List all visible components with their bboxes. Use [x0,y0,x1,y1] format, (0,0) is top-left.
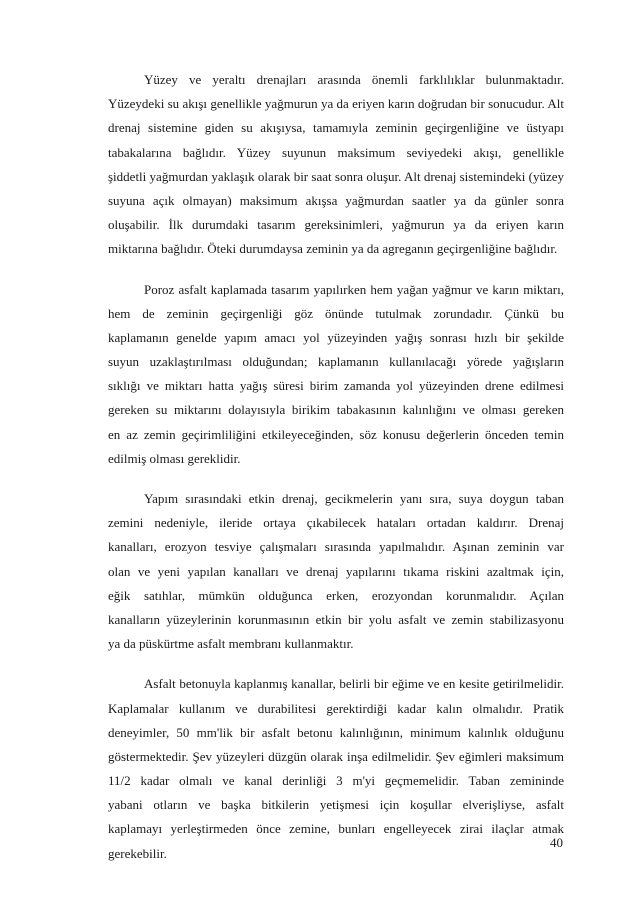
text-line: tabakalarına bağlıdır. Yüzey suyunun maksimum seviyedeki akışı, genellikle [108,144,564,160]
text-line: Yüzey ve yeraltı drenajları arasında önemli farklılıklar bulunmaktadır. [144,72,564,87]
text-line: olan ve yeni yapılan kanalları ve drenaj yapılarını tıkama riskini azaltmak için, [108,563,564,579]
text-line: Yüzeydeki su akışı genellikle yağmurun ya da eriyen karın doğrudan bir sonucudur. Alt [108,96,564,112]
text-line: drenaj sistemine giden su akışıysa, tamamıyla zeminin geçirgenliğine ve üstyapı [108,120,564,136]
page-number: 40 [550,835,563,850]
text-line: suyuna açık olmayan) maksimum akışsa yağmurdan saatler ya da günler sonra [108,192,564,208]
text-line: ya da püskürtme asfalt membranı kullanmaktır. [108,636,354,652]
paragraph-construction-drainage [108,487,564,656]
text-line: gereken su miktarını dolayısıyla birikim tabakasının kalınlığını ve olması gereken [108,402,564,418]
text-line: miktarına bağlıdır. Öteki durumdaysa zeminin ya da agreganın geçirgenliğine bağlıdır. [108,241,558,257]
text-line: 11/2 kadar olmalı ve kanal derinliği 3 m'yi geçmemelidir. Taban zemininde [108,773,564,789]
text-line: kaplamayı yerleştirmeden önce zemine, bunları engelleyecek zirai ilaçlar atmak [108,821,564,837]
page-body [108,68,564,882]
text-line: edilmiş olması gereklidir. [108,450,241,466]
text-line: yabani otların ve başka bitkilerin yetişmesi için koşullar elverişliyse, asfalt [108,797,564,813]
text-line: oluşabilir. İlk durumdaki tasarım gereksinimleri, yağmurun ya da eriyen karın [108,217,564,233]
paragraph-drainage-types [108,68,564,262]
text-line: kaplamanın genelde yapım amacı yol yüzeyinden yağış sonrası hızlı bir şekilde [108,329,564,345]
text-line: Poroz asfalt kaplamada tasarım yapılırken hem yağan yağmur ve karın miktarı, [144,281,564,297]
text-line: kanalları, erozyon tesviye çalışmaları sırasında yapılmalıdır. Aşınan zeminin var [108,539,564,555]
text-line: Asfalt betonuyla kaplanmış kanallar, belirli bir eğime ve en kesite getirilmelidir. [144,676,564,692]
paragraph-asphalt-channels [108,672,564,866]
text-line: Yapım sırasındaki etkin drenaj, gecikmelerin yanı sıra, suya doygun taban [144,491,564,506]
text-line: deneyimler, 50 mm'lik bir asfalt betonu kalınlığının, minimum kalınlık olduğunu [108,724,564,740]
text-line: gerekebilir. [108,845,167,861]
text-line: göstermektedir. Şev yüzeyleri düzgün olarak inşa edilmelidir. Şev eğimleri maksimum [108,748,564,764]
text-line: şiddetli yağmurdan yaklaşık olarak bir saat sonra oluşur. Alt drenaj sistemindeki (yüzey [108,168,564,184]
text-line: eğik satıhlar, mümkün olduğunca erken, erozyondan korunmalıdır. Açılan [108,587,564,603]
text-line: kanalların yüzeylerinin korunmasının etkin bir yolu asfalt ve zemin stabilizasyonu [108,611,564,627]
text-line: sıklığı ve miktarı hatta yağış süresi birim zamanda yol yüzeyinden drene edilmesi [108,378,564,394]
text-line: zemini nedeniyle, ileride ortaya çıkabilecek hataları ortadan kaldırır. Drenaj [108,515,564,531]
text-line: suyun uzaklaştırılması olduğundan; kaplamanın kullanılacağı yörede yağışların [108,354,564,370]
text-line: Kaplamalar kullanım ve durabilitesi gerektirdiği kadar kalın olmalıdır. Pratik [108,700,564,716]
text-line: en az zemin geçirimliliğini etkileyeceğinden, söz konusu değerlerin önceden temin [108,426,564,442]
text-line: hem de zeminin geçirgenliği göz önünde tutulmak zorundadır. Çünkü bu [108,305,564,321]
paragraph-porous-asphalt [108,278,564,472]
